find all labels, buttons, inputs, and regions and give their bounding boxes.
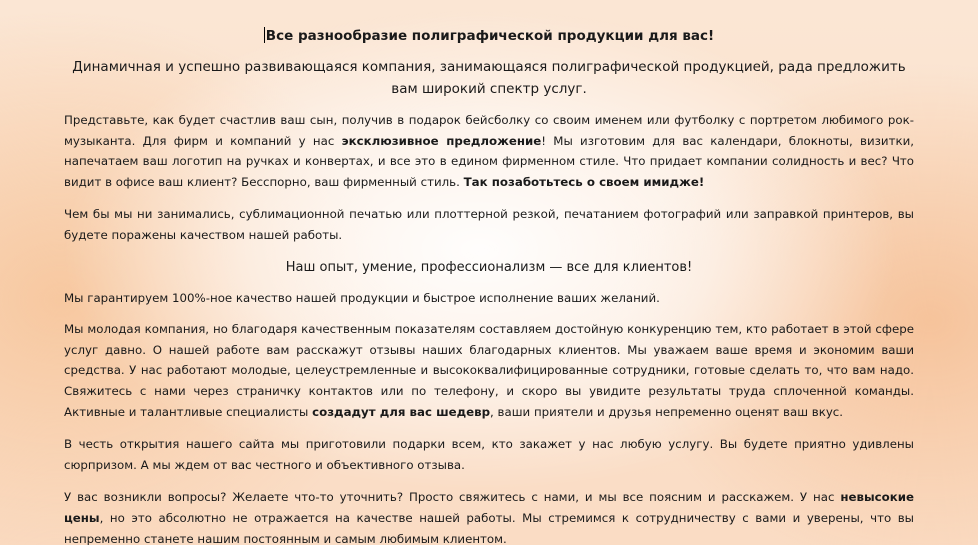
paragraph-questions-text-2: , но это абсолютно не отражается на качестве нашей работы. Мы стремимся к сотрудничеству с вами и уверены, что вы непременно станете нашим постоянным и самым любимым клиентом. — [64, 510, 914, 545]
paragraph-intro — [64, 110, 914, 192]
paragraph-company-bold-1: создадут для вас шедевр — [312, 404, 491, 419]
paragraph-company — [64, 319, 914, 422]
paragraph-company-text-1: Мы молодая компания, но благодаря качественным показателям составляем достойную конкуренцию тем, кто работает в этой сфере услуг давно. О нашей работе вам расскажут отзывы наших благодарных клиентов. Мы уважаем ваше время и экономим ваши средства. У нас работают молодые, целеустремленные и высококвалифицированные сотрудники, готовые сделать то, что вам надо. Свяжитесь с нами через страничку контактов или по телефону, и скоро вы увидите результаты труда сплоченной команды. Активные и талантливые специалисты — [64, 322, 914, 419]
page-subtitle: Динамичная и успешно развивающаяся компания, занимающаяся полиграфической продукцией, рада предложить вам широкий спектр услуг. — [72, 59, 906, 97]
paragraph-questions-bold-1: невысокие цены — [64, 490, 914, 525]
paragraph-questions-text-1: У вас возникли вопросы? Желаете что-то уточнить? Просто свяжитесь с нами, и мы все поясним и расскажем. У нас — [64, 490, 841, 505]
text-cursor — [264, 27, 265, 43]
paragraph-quality: Чем бы мы ни занимались, сублимационной печатью или плоттерной резкой, печатанием фотографий или заправкой принтеров, вы будете поражены качеством нашей работы. — [64, 207, 914, 242]
paragraph-intro-text-1: Представьте, как будет счастлив ваш сын, получив в подарок бейсболку со своим именем или футболку с портретом любимого рок-музыканта. Для фирм и компаний у нас — [64, 113, 914, 148]
paragraph-guarantee: Мы гарантируем 100%-ное качество нашей продукции и быстрое исполнение ваших желаний. — [64, 290, 660, 305]
page-title — [64, 26, 914, 46]
page-title-text: Все разнообразие полиграфической продукции для вас! — [265, 28, 715, 44]
paragraph-company-text-2: , ваши приятели и друзья непременно оценят ваш вкус. — [490, 404, 844, 419]
paragraph-questions — [64, 487, 914, 545]
section-heading: Наш опыт, умение, профессионализм — все для клиентов! — [285, 259, 693, 275]
paragraph-gifts: В честь открытия нашего сайта мы приготовили подарки всем, кто закажет у нас любую услугу. Вы будете приятно удивлены сюрпризом. А мы ждем от вас честного и объективного отзыва. — [64, 437, 914, 472]
paragraph-intro-text-2: ! Мы изготовим для вас календари, блокноты, визитки, напечатаем ваш логотип на ручках и конвертах, и все это в едином фирменном стиле. Что придает компании солидность и вес? Что видит в офисе ваш клиент? Бесспорно, ваш фирменный стиль. — [64, 133, 915, 189]
paragraph-intro-bold-1: эксклюзивное предложение — [341, 133, 542, 148]
paragraph-intro-bold-2: Так позаботьтесь о своем имидже! — [463, 174, 705, 189]
